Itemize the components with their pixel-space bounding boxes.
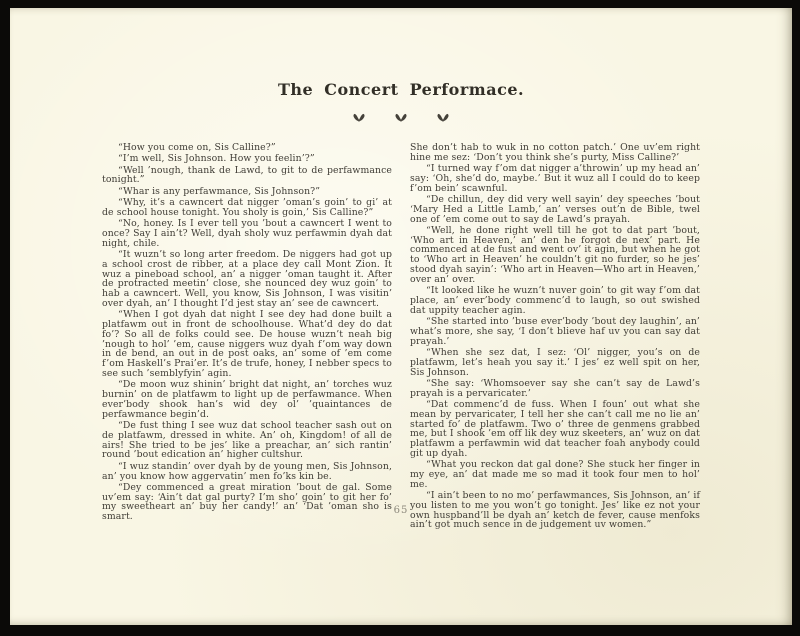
fleuron-icon	[394, 112, 408, 123]
fleuron-icon	[352, 112, 366, 123]
paragraph: “What you reckon dat gal done? She stuck her finger in my eye, an’ dat made me so mad it took four men to hol’ me.	[410, 459, 700, 490]
right-column	[410, 143, 700, 532]
paragraph: “No, honey. Is I ever tell you ’bout a cawncert I went to once? Say I ain’t? Well, dyah sholy wuz perfawmin dyah dat night, chile.	[102, 218, 392, 249]
paragraph: “She started into ’buse ever’body ’bout dey laughin’, an’ what’s more, she say, ‘I don’t blieve haf uv you can say dat prayah.’	[410, 316, 700, 347]
paragraph: “I’m well, Sis Johnson. How you feelin’?”	[118, 153, 315, 165]
paragraph: “I wuz standin’ over dyah by de young men, Sis Johnson, an’ you know how aggervatin’ men fo’ks kin be.	[102, 460, 392, 482]
paragraph: “De moon wuz shinin’ bright dat night, an’ torches wuz burnin’ on de platfawm to light up de perfawmance. When ever’body shook han’s wid dey ol’ ’quaintances de perfawmance begin’d.	[102, 379, 392, 420]
paragraph: “How you come on, Sis Calline?”	[118, 142, 276, 153]
paragraph: “De chillun, dey did very well sayin’ dey speeches ’bout ‘Mary Hed a Little Lamb,’ an’ verses out’n de Bible, twel one of ’em come out to say de Lawd’s prayah.	[410, 193, 700, 225]
paragraph: “Well ’nough, thank de Lawd, to git to de perfawmance tonight.”	[102, 164, 392, 186]
fleuron-icon	[436, 112, 450, 123]
paragraph: She don’t hab to wuk in no cotton patch.’ One uv’em right hine me sez: ‘Don’t you think she’s purty, Miss Calline?’	[410, 142, 700, 163]
paragraph: “It looked like he wuzn’t nuver goin’ to git way f’om dat place, an’ ever’body commenc’d to laugh, so out swished dat uppity teacher agin.	[410, 285, 700, 316]
paragraph: “De fust thing I see wuz dat school teacher sash out on de platfawm, dressed in white. An’ oh, Kingdom! of all de airs! She tried to be jes’ like a preachar, an’ sich rantin’ round ’bout edication an’ higher cultshur.	[102, 420, 392, 461]
paragraph: “She say: ‘Whomsoever say she can’t say de Lawd’s prayah is a pervaricater.’	[410, 377, 700, 399]
paragraph: “Dey commenced a great miration ’bout de gal. Some uv’em say: ‘Ain’t dat gal purty? I’m sho’ goin’ to git her fo’ my sweetheart an’ buy her candy!’ an’ ‘Dat ’oman sho is smart.	[102, 481, 392, 523]
paragraph: “When she sez dat, I sez: ‘Ol’ nigger, you’s on de platfawm, let’s heah you say it.’ I jes’ ez well spit on her, Sis Johnson.	[410, 346, 700, 378]
ornament-row	[10, 112, 792, 124]
paragraph: “I turned way f’om dat nigger a’throwin’ up my head an’ say: ‘Oh, she’d do, maybe.’ But it wuz all I could do to keep f’om bein’ scawnful.	[410, 163, 700, 194]
paragraph: “I ain’t been to no mo’ perfawmances, Sis Johnson, an’ if you listen to me you won’t go tonight. Jes’ like ez not your own huspband’ll be dyah an’ ketch de fever, cause menfoks ain’t got much sence in de judgement uv women.”	[410, 490, 700, 531]
paragraph: “It wuzn’t so long arter freedom. De niggers had got up a school crost de ribber, at a place dey call Mont Zion. It wuz a pineboad school, an’ a nigger ’oman taught it. After de protracted meetin’ close, she nounced dey wuz goin’ to hab a cawncert. Well, you know, Sis Johnson, I was visitin’ over dyah, an’ I thought I’d jest stay an’ see de cawncert.	[102, 248, 392, 309]
page-number: 65	[393, 505, 409, 516]
text-columns	[102, 143, 700, 532]
paragraph: “Why, it’s a cawncert dat nigger ’oman’s goin’ to gi’ at de school house tonight. You sholy is goin,’ Sis Calline?”	[102, 196, 392, 218]
paragraph: “Whar is any perfawmance, Sis Johnson?”	[118, 185, 321, 197]
paragraph: “When I got dyah dat night I see dey had done built a platfawm out in front de schoolhouse. What’d dey do dat fo’? So all de folks could see. De house wuzn’t neah big ’nough to hol’ ’em, cause niggers wuz dyah f’om way down in de bend, an out in de post oaks, an’ some of ’em come f’om Haskell’s Prai’er. It’s de trufe, honey, I nebber specs to see such ’semblyfyin’ agin.	[102, 309, 392, 380]
page-title: The Concert Performace.	[277, 80, 525, 99]
paragraph: “Dat commenc’d de fuss. When I foun’ out what she mean by pervaricater, I tell her she can’t call me no lie an’ started fo’ de platfawm. Two o’ three de genmens grabbed me, but I shook ’em off lik dey wuz skeeters, an’ wuz on dat platfawm a perfawmin wid dat teacher foah anybody could git up dyah.	[410, 398, 700, 459]
paper-page	[10, 8, 792, 625]
left-column	[102, 143, 392, 532]
paragraph: “Well, he done right well till he got to dat part ’bout, ‘Who art in Heaven,’ an’ den he forgot de nex’ part. He commenced at de fust and went ov’ it agin, but when he got to ‘Who art in Heaven’ he couldn’t git no furder, so he jes’ stood dyah sayin’: ‘Who art in Heaven—Who art in Heaven,’ over an’ over.	[410, 224, 700, 285]
